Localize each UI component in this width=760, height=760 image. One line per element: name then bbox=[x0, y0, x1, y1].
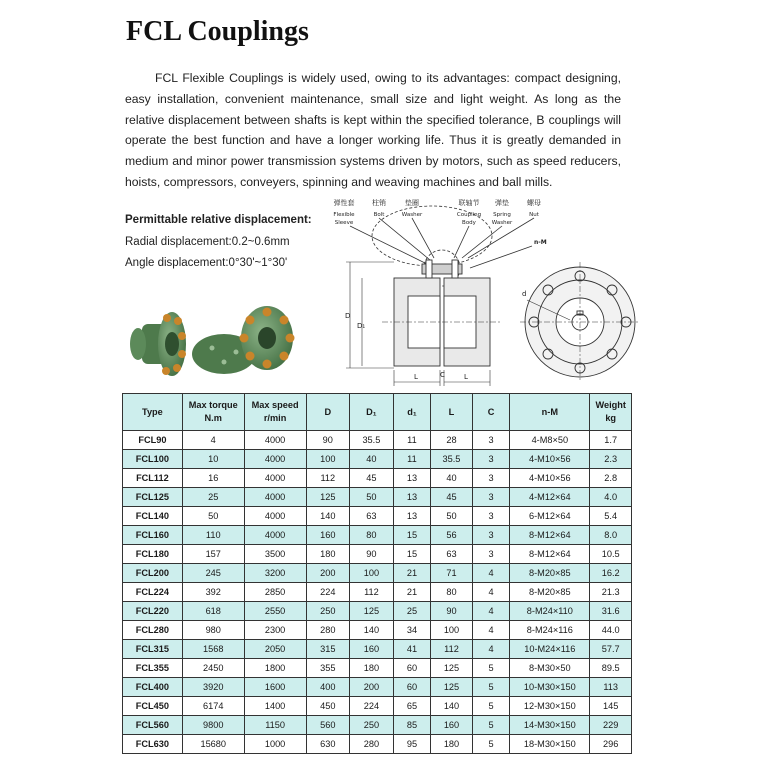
svg-text:Nut: Nut bbox=[529, 212, 539, 218]
table-cell-type: FCL112 bbox=[123, 469, 183, 488]
table-cell: 110 bbox=[182, 526, 244, 545]
table-cell-type: FCL220 bbox=[123, 602, 183, 621]
table-cell: 40 bbox=[431, 469, 473, 488]
table-header-unit: r/min bbox=[263, 413, 287, 423]
table-cell: 4-M12×64 bbox=[510, 488, 590, 507]
table-cell-type: FCL280 bbox=[123, 621, 183, 640]
table-header-label: C bbox=[487, 406, 495, 417]
table-cell: 3 bbox=[472, 488, 510, 507]
table-cell: 112 bbox=[350, 583, 394, 602]
table-row bbox=[123, 678, 632, 697]
table-cell: 296 bbox=[590, 735, 632, 754]
table-row bbox=[123, 621, 632, 640]
table-cell: 560 bbox=[306, 716, 350, 735]
table-cell: 6174 bbox=[182, 697, 244, 716]
table-cell: 4-M10×56 bbox=[510, 450, 590, 469]
table-cell: 15 bbox=[393, 526, 431, 545]
table-cell-type: FCL180 bbox=[123, 545, 183, 564]
table-cell: 2850 bbox=[244, 583, 306, 602]
table-header-label: D₁ bbox=[366, 406, 377, 417]
spec-table bbox=[122, 393, 632, 754]
table-cell: 21 bbox=[393, 583, 431, 602]
table-cell: 13 bbox=[393, 469, 431, 488]
table-header bbox=[182, 394, 244, 431]
table-cell: 1568 bbox=[182, 640, 244, 659]
table-cell-type: FCL450 bbox=[123, 697, 183, 716]
table-header bbox=[590, 394, 632, 431]
intro-paragraph: FCL Flexible Couplings is widely used, owing to its advantages: compact designing, easy installation, convenient maintenance, small size and light weight. As long as the relative displacement between shafts is kept within the specified tolerance, B couplings will operate the best function and have a longer working life. Thus it is greatly demanded in medium and minor power transmission systems driven by motors, such as speed reducers, hoists, compressors, conveyers, spinning and weaving machines and ball mills. bbox=[125, 71, 621, 189]
table-cell: 1400 bbox=[244, 697, 306, 716]
table-cell: 71 bbox=[431, 564, 473, 583]
table-cell: 4 bbox=[472, 564, 510, 583]
table-cell: 4000 bbox=[244, 507, 306, 526]
table-cell: 4000 bbox=[244, 450, 306, 469]
table-cell: 180 bbox=[306, 545, 350, 564]
part-label-nut bbox=[527, 198, 541, 218]
table-cell-type: FCL560 bbox=[123, 716, 183, 735]
table-cell: 10-M30×150 bbox=[510, 678, 590, 697]
table-cell: 3200 bbox=[244, 564, 306, 583]
table-row bbox=[123, 507, 632, 526]
table-cell: 8-M30×50 bbox=[510, 659, 590, 678]
label-D: D bbox=[345, 312, 351, 320]
svg-text:Washer: Washer bbox=[491, 220, 513, 226]
table-header bbox=[472, 394, 510, 431]
table-header bbox=[123, 394, 183, 431]
svg-text:Spring: Spring bbox=[493, 212, 511, 218]
table-cell: 125 bbox=[431, 659, 473, 678]
svg-text:螺母: 螺母 bbox=[527, 199, 541, 207]
table-cell: 57.7 bbox=[590, 640, 632, 659]
coupling-photo bbox=[122, 296, 302, 386]
label-d: d bbox=[522, 290, 527, 298]
table-cell: 450 bbox=[306, 697, 350, 716]
svg-text:弹垫: 弹垫 bbox=[495, 199, 509, 207]
table-row bbox=[123, 564, 632, 583]
table-header bbox=[244, 394, 306, 431]
table-cell: 8-M24×110 bbox=[510, 602, 590, 621]
table-cell: 63 bbox=[431, 545, 473, 564]
svg-text:Coupling: Coupling bbox=[456, 212, 482, 218]
table-row bbox=[123, 602, 632, 621]
table-cell: 5 bbox=[472, 659, 510, 678]
table-cell: 31.6 bbox=[590, 602, 632, 621]
svg-text:联轴节: 联轴节 bbox=[458, 199, 480, 207]
table-cell: 63 bbox=[350, 507, 394, 526]
table-header-label: L bbox=[448, 406, 455, 417]
table-cell: 100 bbox=[306, 450, 350, 469]
table-header-unit: N.m bbox=[204, 413, 222, 423]
table-cell: 4000 bbox=[244, 488, 306, 507]
table-cell: 618 bbox=[182, 602, 244, 621]
table-cell-type: FCL125 bbox=[123, 488, 183, 507]
label-L-left: L bbox=[414, 373, 418, 381]
table-cell: 4.0 bbox=[590, 488, 632, 507]
table-cell: 980 bbox=[182, 621, 244, 640]
table-cell-type: FCL90 bbox=[123, 431, 183, 450]
table-cell: 8-M20×85 bbox=[510, 564, 590, 583]
table-cell: 280 bbox=[306, 621, 350, 640]
table-cell: 100 bbox=[350, 564, 394, 583]
table-cell: 50 bbox=[431, 507, 473, 526]
table-cell: 5 bbox=[472, 716, 510, 735]
coupling-left-image bbox=[130, 312, 186, 376]
table-cell-type: FCL100 bbox=[123, 450, 183, 469]
table-cell: 85 bbox=[393, 716, 431, 735]
table-cell: 4 bbox=[472, 621, 510, 640]
table-cell: 5 bbox=[472, 678, 510, 697]
table-cell: 6-M12×64 bbox=[510, 507, 590, 526]
svg-text:Sleeve: Sleeve bbox=[334, 220, 354, 226]
table-cell: 140 bbox=[306, 507, 350, 526]
table-cell: 125 bbox=[350, 602, 394, 621]
table-cell: 224 bbox=[350, 697, 394, 716]
table-cell: 4 bbox=[472, 602, 510, 621]
table-cell: 16 bbox=[182, 469, 244, 488]
table-cell: 160 bbox=[431, 716, 473, 735]
table-cell: 56 bbox=[431, 526, 473, 545]
table-cell: 3 bbox=[472, 431, 510, 450]
table-row bbox=[123, 450, 632, 469]
table-cell: 2.8 bbox=[590, 469, 632, 488]
table-cell: 13 bbox=[393, 488, 431, 507]
table-row bbox=[123, 431, 632, 450]
table-cell: 4 bbox=[182, 431, 244, 450]
table-cell: 40 bbox=[350, 450, 394, 469]
table-cell: 200 bbox=[350, 678, 394, 697]
displacement-heading: Permittable relative displacement: bbox=[125, 214, 312, 226]
svg-text:Washer: Washer bbox=[401, 212, 423, 218]
table-cell: 3 bbox=[472, 469, 510, 488]
table-cell: 2550 bbox=[244, 602, 306, 621]
table-row bbox=[123, 640, 632, 659]
table-header-label: Weight bbox=[595, 400, 626, 410]
table-header bbox=[393, 394, 431, 431]
table-cell: 1150 bbox=[244, 716, 306, 735]
table-cell: 21.3 bbox=[590, 583, 632, 602]
table-cell: 4000 bbox=[244, 526, 306, 545]
table-cell: 160 bbox=[350, 640, 394, 659]
table-cell: 5 bbox=[472, 697, 510, 716]
table-cell: 90 bbox=[306, 431, 350, 450]
table-cell-type: FCL630 bbox=[123, 735, 183, 754]
table-cell: 95 bbox=[393, 735, 431, 754]
table-header bbox=[431, 394, 473, 431]
table-cell: 25 bbox=[393, 602, 431, 621]
table-cell: 140 bbox=[350, 621, 394, 640]
table-cell: 3 bbox=[472, 507, 510, 526]
table-cell: 90 bbox=[350, 545, 394, 564]
table-header-unit: kg bbox=[605, 413, 617, 423]
part-label-bolt bbox=[372, 198, 386, 218]
front-view bbox=[520, 262, 640, 382]
table-cell: 16.2 bbox=[590, 564, 632, 583]
table-cell: 5.4 bbox=[590, 507, 632, 526]
table-cell: 2300 bbox=[244, 621, 306, 640]
table-cell: 28 bbox=[431, 431, 473, 450]
table-row bbox=[123, 488, 632, 507]
table-cell: 1.7 bbox=[590, 431, 632, 450]
table-cell: 145 bbox=[590, 697, 632, 716]
table-row bbox=[123, 469, 632, 488]
table-cell: 60 bbox=[393, 678, 431, 697]
table-cell: 4 bbox=[472, 640, 510, 659]
coupling-right-image bbox=[192, 306, 295, 374]
table-cell: 157 bbox=[182, 545, 244, 564]
table-header-label: Type bbox=[142, 406, 163, 417]
table-cell: 11 bbox=[393, 450, 431, 469]
table-cell: 41 bbox=[393, 640, 431, 659]
table-cell: 112 bbox=[431, 640, 473, 659]
table-cell: 3920 bbox=[182, 678, 244, 697]
table-cell: 140 bbox=[431, 697, 473, 716]
table-cell: 8-M20×85 bbox=[510, 583, 590, 602]
table-header bbox=[510, 394, 590, 431]
table-cell: 8.0 bbox=[590, 526, 632, 545]
table-cell-type: FCL200 bbox=[123, 564, 183, 583]
table-cell: 9800 bbox=[182, 716, 244, 735]
table-header-label: d₁ bbox=[407, 406, 417, 417]
table-cell: 392 bbox=[182, 583, 244, 602]
table-header-label: D bbox=[324, 406, 332, 417]
table-cell: 25 bbox=[182, 488, 244, 507]
table-cell: 2450 bbox=[182, 659, 244, 678]
table-cell: 2.3 bbox=[590, 450, 632, 469]
page-title: FCL Couplings bbox=[126, 16, 309, 47]
table-cell: 80 bbox=[350, 526, 394, 545]
table-cell: 10-M24×116 bbox=[510, 640, 590, 659]
table-cell: 45 bbox=[350, 469, 394, 488]
table-cell: 125 bbox=[306, 488, 350, 507]
table-cell: 60 bbox=[393, 659, 431, 678]
table-cell: 400 bbox=[306, 678, 350, 697]
table-row bbox=[123, 526, 632, 545]
table-cell: 4-M8×50 bbox=[510, 431, 590, 450]
table-cell: 2050 bbox=[244, 640, 306, 659]
technical-drawing bbox=[322, 196, 642, 390]
table-cell: 15 bbox=[393, 545, 431, 564]
table-cell: 13 bbox=[393, 507, 431, 526]
table-cell: 630 bbox=[306, 735, 350, 754]
table-cell: 8-M12×64 bbox=[510, 526, 590, 545]
table-cell: 3500 bbox=[244, 545, 306, 564]
table-cell: 35.5 bbox=[431, 450, 473, 469]
table-cell-type: FCL224 bbox=[123, 583, 183, 602]
table-cell: 18-M30×150 bbox=[510, 735, 590, 754]
svg-text:Bolt: Bolt bbox=[373, 212, 385, 218]
table-cell: 3 bbox=[472, 526, 510, 545]
table-row bbox=[123, 545, 632, 564]
table-cell: 89.5 bbox=[590, 659, 632, 678]
svg-text:Body: Body bbox=[462, 220, 476, 226]
table-cell: 8-M12×64 bbox=[510, 545, 590, 564]
table-header-label: n-M bbox=[541, 406, 558, 417]
table-cell-type: FCL160 bbox=[123, 526, 183, 545]
table-row bbox=[123, 659, 632, 678]
table-cell-type: FCL140 bbox=[123, 507, 183, 526]
label-C: C bbox=[440, 371, 445, 379]
table-row bbox=[123, 583, 632, 602]
radial-displacement: Radial displacement:0.2~0.6mm bbox=[125, 236, 290, 248]
table-cell: 8-M24×116 bbox=[510, 621, 590, 640]
table-cell: 10.5 bbox=[590, 545, 632, 564]
label-L-right: L bbox=[464, 373, 468, 381]
table-cell: 21 bbox=[393, 564, 431, 583]
table-cell: 50 bbox=[182, 507, 244, 526]
table-cell: 355 bbox=[306, 659, 350, 678]
table-cell-type: FCL355 bbox=[123, 659, 183, 678]
table-cell: 12-M30×150 bbox=[510, 697, 590, 716]
table-cell: 1600 bbox=[244, 678, 306, 697]
table-cell: 4000 bbox=[244, 431, 306, 450]
table-cell: 14-M30×150 bbox=[510, 716, 590, 735]
table-cell: 1800 bbox=[244, 659, 306, 678]
table-cell: 200 bbox=[306, 564, 350, 583]
table-cell: 250 bbox=[306, 602, 350, 621]
table-cell: 80 bbox=[431, 583, 473, 602]
label-D1: D₁ bbox=[357, 322, 366, 330]
table-cell: 125 bbox=[431, 678, 473, 697]
svg-text:垫圈: 垫圈 bbox=[405, 199, 419, 207]
svg-text:弹性套: 弹性套 bbox=[333, 199, 355, 207]
table-cell: 44.0 bbox=[590, 621, 632, 640]
table-cell-type: FCL400 bbox=[123, 678, 183, 697]
table-header-label: Max speed bbox=[251, 400, 299, 410]
table-cell: 180 bbox=[431, 735, 473, 754]
table-cell: 100 bbox=[431, 621, 473, 640]
table-cell-type: FCL315 bbox=[123, 640, 183, 659]
table-cell: 11 bbox=[393, 431, 431, 450]
table-cell: 250 bbox=[350, 716, 394, 735]
table-header bbox=[306, 394, 350, 431]
table-cell: 50 bbox=[350, 488, 394, 507]
table-cell: 113 bbox=[590, 678, 632, 697]
table-cell: 65 bbox=[393, 697, 431, 716]
table-cell: 34 bbox=[393, 621, 431, 640]
table-row bbox=[123, 716, 632, 735]
table-cell: 3 bbox=[472, 545, 510, 564]
table-cell: 224 bbox=[306, 583, 350, 602]
table-cell: 280 bbox=[350, 735, 394, 754]
svg-text:柱销: 柱销 bbox=[372, 199, 386, 207]
table-cell: 4-M10×56 bbox=[510, 469, 590, 488]
part-label-spring-washer bbox=[492, 198, 513, 226]
table-cell: 15680 bbox=[182, 735, 244, 754]
table-cell: 315 bbox=[306, 640, 350, 659]
table-cell: 10 bbox=[182, 450, 244, 469]
table-row bbox=[123, 735, 632, 754]
svg-text:Flexible: Flexible bbox=[333, 212, 355, 218]
table-cell: 229 bbox=[590, 716, 632, 735]
table-cell: 45 bbox=[431, 488, 473, 507]
part-label-flexible-sleeve bbox=[333, 198, 355, 226]
table-cell: 90 bbox=[431, 602, 473, 621]
table-cell: 112 bbox=[306, 469, 350, 488]
table-cell: 1000 bbox=[244, 735, 306, 754]
table-cell: 3 bbox=[472, 450, 510, 469]
angle-displacement: Angle displacement:0°30'~1°30' bbox=[125, 257, 288, 269]
label-nm: n-M bbox=[534, 239, 547, 246]
table-cell: 4 bbox=[472, 583, 510, 602]
table-cell: 4000 bbox=[244, 469, 306, 488]
table-header bbox=[350, 394, 394, 431]
table-cell: 180 bbox=[350, 659, 394, 678]
table-header-label: Max torque bbox=[188, 400, 238, 410]
table-cell: 245 bbox=[182, 564, 244, 583]
table-cell: 5 bbox=[472, 735, 510, 754]
table-cell: 35.5 bbox=[350, 431, 394, 450]
table-cell: 160 bbox=[306, 526, 350, 545]
table-row bbox=[123, 697, 632, 716]
